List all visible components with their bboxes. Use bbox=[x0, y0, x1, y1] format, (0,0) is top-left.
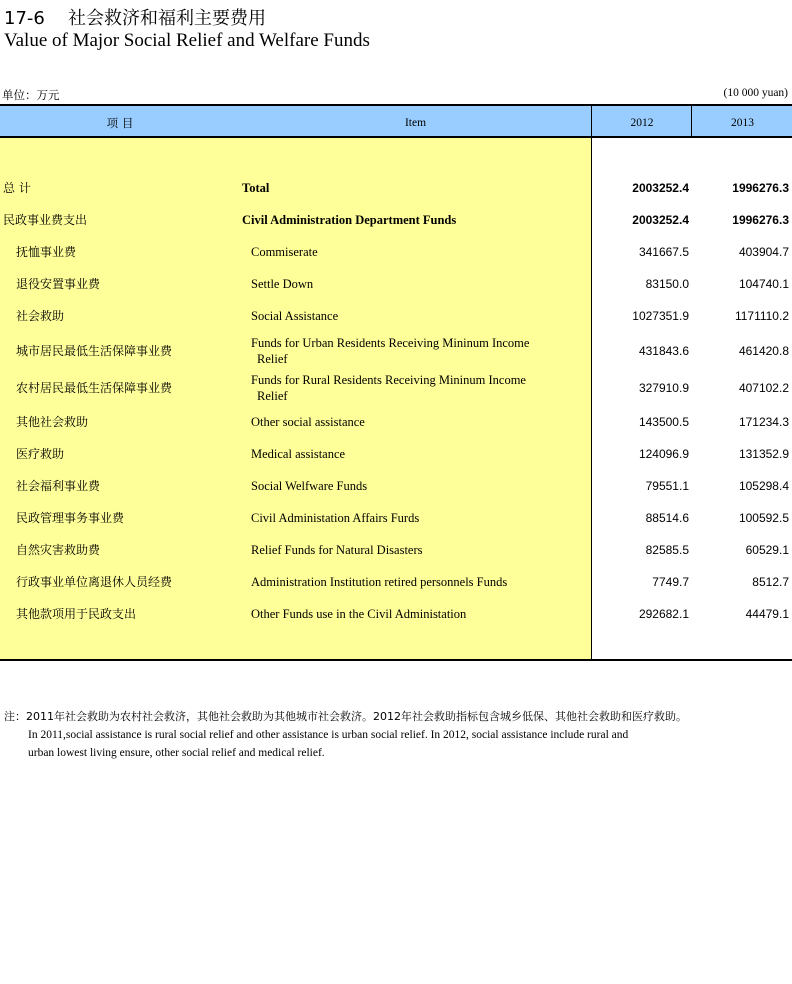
table-row bbox=[0, 502, 792, 534]
cell-2012: 143500.5 bbox=[638, 415, 689, 429]
cell-2013: 407102.2 bbox=[738, 381, 789, 395]
column-header-2012: 2012 bbox=[591, 106, 692, 136]
cell-2012: 124096.9 bbox=[638, 447, 689, 461]
cell-2012: 7749.7 bbox=[652, 575, 689, 589]
row-label-en: Administration Institution retired personnels Funds bbox=[251, 575, 508, 589]
table-number-title bbox=[4, 4, 266, 30]
row-label-en: Medical assistance bbox=[251, 447, 346, 461]
cell-2013: 100592.5 bbox=[738, 511, 789, 525]
row-label-en-line2: Relief bbox=[257, 352, 288, 366]
footnote bbox=[4, 708, 792, 762]
cell-2012: 327910.9 bbox=[638, 381, 689, 395]
cell-2012: 82585.5 bbox=[645, 543, 689, 557]
cell-2013: 8512.7 bbox=[752, 575, 789, 589]
row-label-cn: 民政事业费支出 bbox=[3, 213, 88, 227]
data-table bbox=[0, 104, 792, 662]
cell-2012: 1027351.9 bbox=[632, 309, 689, 323]
row-label-cn: 城市居民最低生活保障事业费 bbox=[16, 344, 173, 358]
row-label-en: Civil Administation Affairs Furds bbox=[251, 511, 420, 525]
cell-2012: 88514.6 bbox=[645, 511, 689, 525]
row-label-cn: 社会救助 bbox=[16, 309, 65, 323]
table-row bbox=[0, 236, 792, 268]
row-label-en: Social Welfware Funds bbox=[251, 479, 368, 493]
table-row bbox=[0, 534, 792, 566]
cell-2012: 341667.5 bbox=[638, 245, 689, 259]
table-row bbox=[0, 470, 792, 502]
row-label-en: Commiserate bbox=[251, 245, 318, 259]
row-label-cn: 自然灾害救助费 bbox=[16, 543, 101, 557]
table-row bbox=[0, 566, 792, 598]
cell-2012: 79551.1 bbox=[645, 479, 689, 493]
row-label-cn: 其他款项用于民政支出 bbox=[16, 607, 137, 621]
table-row bbox=[0, 300, 792, 332]
table-row bbox=[0, 598, 792, 630]
row-label-cn: 民政管理事务事业费 bbox=[16, 511, 125, 525]
cell-2013: 1171110.2 bbox=[734, 309, 789, 323]
cell-2013: 104740.1 bbox=[738, 277, 789, 291]
cell-2013: 461420.8 bbox=[738, 344, 789, 358]
row-label-en: Relief Funds for Natural Disasters bbox=[251, 543, 423, 557]
cell-2013: 1996276.3 bbox=[732, 213, 789, 227]
cell-2012: 83150.0 bbox=[645, 277, 689, 291]
cell-2012: 2003252.4 bbox=[632, 213, 689, 227]
row-label-en: Other social assistance bbox=[251, 415, 365, 429]
cell-2013: 1996276.3 bbox=[732, 181, 789, 195]
table-row bbox=[0, 330, 792, 372]
cell-2012: 292682.1 bbox=[638, 607, 689, 621]
row-label-en: Settle Down bbox=[251, 277, 314, 291]
row-label-en: Civil Administration Department Funds bbox=[242, 213, 457, 227]
footnote-cn: 注：2011年社会救助为农村社会救济，其他社会救助为其他城市社会救济。2012年社会救助指标包含城乡低保、其他社会救助和医疗救助。 bbox=[4, 710, 687, 723]
table-row bbox=[0, 367, 792, 409]
cell-2012: 431843.6 bbox=[638, 344, 689, 358]
row-label-cn: 其他社会救助 bbox=[16, 415, 89, 429]
row-label-en-line1: Funds for Rural Residents Receiving Mininum Income bbox=[251, 373, 526, 387]
row-label-cn: 农村居民最低生活保障事业费 bbox=[16, 381, 173, 395]
cell-2012: 2003252.4 bbox=[632, 181, 689, 195]
row-label-cn: 行政事业单位离退休人员经费 bbox=[16, 575, 173, 589]
table-row bbox=[0, 438, 792, 470]
table-row bbox=[0, 268, 792, 300]
unit-label-en: (10 000 yuan) bbox=[723, 87, 788, 99]
column-header-item-cn: 项 目 bbox=[106, 116, 134, 130]
column-header-2013: 2013 bbox=[691, 106, 792, 136]
cell-2013: 131352.9 bbox=[738, 447, 789, 461]
row-label-en bbox=[251, 330, 581, 372]
table-bottom-border bbox=[0, 659, 792, 661]
footnote-en-line2: urban lowest living ensure, other social relief and medical relief. bbox=[28, 747, 325, 759]
unit-label-cn: 单位：万元 bbox=[2, 88, 60, 102]
table-row bbox=[0, 406, 792, 438]
table-number: 17-6 bbox=[4, 8, 45, 29]
cell-2013: 105298.4 bbox=[738, 479, 789, 493]
row-label-cn: 退役安置事业费 bbox=[16, 277, 101, 291]
footnote-en-line1: In 2011,social assistance is rural social relief and other assistance is urban social relief. In 2012, social assistance include rural and bbox=[28, 729, 629, 741]
row-label-en: Other Funds use in the Civil Administation bbox=[251, 607, 467, 621]
row-label-cn: 社会福利事业费 bbox=[16, 479, 101, 493]
column-header-item-en: Item bbox=[404, 117, 427, 129]
row-label-en bbox=[251, 367, 581, 409]
row-label-en: Social Assistance bbox=[251, 309, 339, 323]
row-label-cn: 抚恤事业费 bbox=[16, 245, 77, 259]
row-label-en-line2: Relief bbox=[257, 389, 288, 403]
table-row bbox=[0, 204, 792, 236]
cell-2013: 44479.1 bbox=[745, 607, 789, 621]
row-label-cn: 总 计 bbox=[3, 181, 31, 195]
cell-2013: 60529.1 bbox=[745, 543, 789, 557]
row-label-cn: 医疗救助 bbox=[16, 447, 65, 461]
row-label-en-line1: Funds for Urban Residents Receiving Mininum Income bbox=[251, 336, 530, 350]
table-row bbox=[0, 172, 792, 204]
cell-2013: 403904.7 bbox=[738, 245, 789, 259]
page-title-en: Value of Major Social Relief and Welfare Funds bbox=[4, 30, 370, 51]
cell-2013: 171234.3 bbox=[738, 415, 789, 429]
table-header bbox=[0, 104, 792, 138]
page-title-cn: 社会救济和福利主要费用 bbox=[68, 8, 266, 29]
row-label-en: Total bbox=[242, 181, 270, 195]
